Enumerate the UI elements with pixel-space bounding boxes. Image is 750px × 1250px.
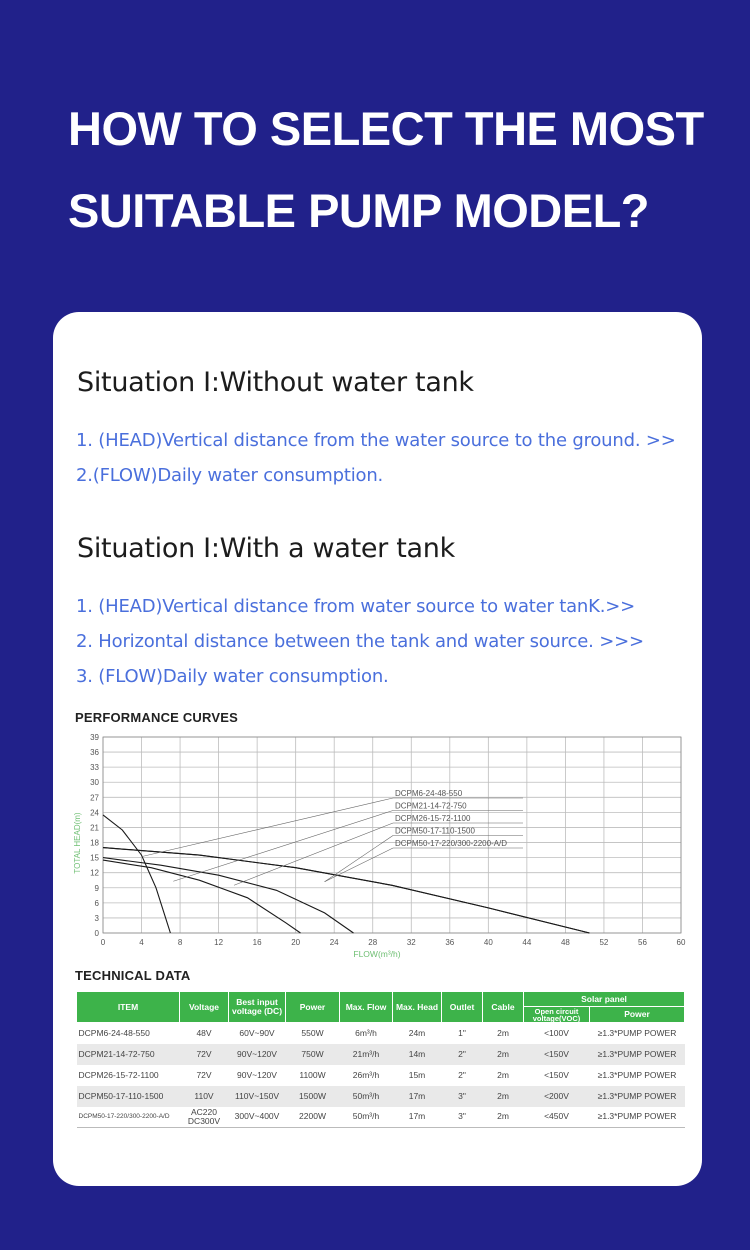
legend-label: DCPM50-17-110-1500 — [395, 826, 475, 836]
plot-frame — [103, 737, 681, 933]
y-tick-label: 30 — [90, 778, 99, 788]
header-solar-panel: Solar panel — [524, 992, 685, 1007]
table-row — [77, 1107, 685, 1128]
table-cell: 550W — [301, 1027, 324, 1038]
legend-label: DCPM50-17-220/300-2200-A/D — [395, 839, 508, 848]
header-open-circuit: Open circuit voltage(VOC) — [524, 1007, 590, 1023]
table-cell: 1" — [458, 1027, 466, 1038]
table-cell: 3" — [442, 1086, 483, 1107]
table-cell: 72V — [196, 1069, 212, 1080]
series-line — [103, 858, 354, 933]
y-tick-label: 3 — [94, 913, 99, 923]
performance-chart — [53, 312, 702, 972]
table-cell: <150V — [524, 1044, 590, 1065]
page-headline — [68, 88, 708, 252]
table-cell: 1500W — [286, 1086, 340, 1107]
legend-label: DCPM21-14-72-750 — [395, 801, 467, 811]
situation-1-item-1: 1. (HEAD)Vertical distance from the water source to the ground. >> — [76, 430, 676, 451]
table-cell: 50m³/h — [340, 1086, 393, 1107]
table-cell: <150V — [544, 1069, 569, 1080]
header-power: Power — [286, 992, 340, 1023]
table-cell-model: DCPM26-15-72-1100 — [78, 1069, 159, 1080]
x-tick-label: 28 — [368, 938, 378, 947]
y-tick-label: 18 — [90, 838, 99, 848]
technical-data-label: TECHNICAL DATA — [75, 968, 191, 983]
table-cell: <200V — [524, 1086, 590, 1107]
table-cell: 50m³/h — [340, 1107, 393, 1128]
situation-2-item-2: 2. Horizontal distance between the tank and water source. >>> — [76, 631, 644, 652]
x-tick-label: 36 — [445, 938, 455, 947]
x-axis-label: FLOW(m³/h) — [353, 949, 401, 959]
table-row — [77, 1023, 685, 1044]
header-max-flow: Max. Flow — [340, 992, 393, 1023]
situation-2-item-1: 1. (HEAD)Vertical distance from water source to water tanK.>> — [76, 596, 636, 617]
table-cell: 2m — [483, 1107, 524, 1128]
table-cell: 60V~90V — [239, 1027, 275, 1038]
header-voltage: Voltage — [180, 992, 229, 1023]
table-cell: 2m — [483, 1044, 524, 1065]
y-axis-label: TOTAL HEAD(m) — [73, 812, 82, 874]
header-item: ITEM — [77, 992, 180, 1023]
table-row — [77, 1044, 685, 1065]
header-outlet: Outlet — [442, 992, 483, 1023]
header-cable: Cable — [483, 992, 524, 1023]
table-cell: 110V — [180, 1086, 229, 1107]
table-cell-model: DCPM6-24-48-550 — [78, 1027, 150, 1038]
table-cell: 2m — [483, 1086, 524, 1107]
x-tick-label: 16 — [252, 938, 262, 947]
technical-data-table — [76, 991, 685, 1128]
table-cell: 14m — [393, 1044, 442, 1065]
x-tick-label: 60 — [676, 938, 686, 947]
table-cell-model: DCPM21-14-72-750 — [77, 1044, 180, 1065]
table-cell: 2m — [497, 1069, 509, 1080]
x-tick-label: 12 — [214, 938, 224, 947]
y-tick-label: 33 — [90, 763, 99, 773]
y-tick-label: 0 — [94, 929, 99, 938]
x-tick-label: 56 — [638, 938, 647, 947]
x-tick-label: 8 — [177, 938, 183, 947]
legend-label: DCPM6-24-48-550 — [395, 789, 463, 798]
table-cell: 3" — [442, 1107, 483, 1128]
header-max-head: Max. Head — [393, 992, 442, 1023]
table-cell: ≥1.3*PUMP POWER — [597, 1027, 677, 1038]
table-cell: ≥1.3*PUMP POWER — [597, 1069, 677, 1080]
series-line — [103, 848, 590, 933]
x-tick-label: 20 — [291, 938, 301, 947]
situation-1-title: Situation I:Without water tank — [77, 367, 474, 398]
y-tick-label: 15 — [90, 853, 99, 863]
table-cell: 300V~400V — [229, 1107, 286, 1128]
table-cell: 24m — [408, 1027, 426, 1038]
situation-2-title: Situation I:With a water tank — [77, 533, 455, 564]
table-cell: <100V — [544, 1027, 569, 1038]
table-cell: <450V — [524, 1107, 590, 1128]
table-cell-model: DCPM50-17-220/300-2200-A/D — [77, 1107, 180, 1128]
x-tick-label: 40 — [483, 938, 493, 947]
leader-line — [173, 811, 393, 882]
x-tick-label: 44 — [522, 938, 532, 947]
x-tick-label: 24 — [329, 938, 339, 947]
y-tick-label: 9 — [94, 883, 99, 893]
y-tick-label: 27 — [90, 793, 99, 803]
table-cell: 1100W — [299, 1069, 326, 1080]
y-tick-label: 36 — [90, 748, 99, 758]
table-cell: 15m — [408, 1069, 426, 1080]
headline-line-1: HOW TO SELECT THE MOST — [68, 102, 704, 155]
table-cell: 17m — [393, 1086, 442, 1107]
table-row — [77, 1065, 685, 1086]
table-cell: 750W — [286, 1044, 340, 1065]
table-cell: 110V~150V — [229, 1086, 286, 1107]
table-cell: 90V~120V — [237, 1069, 277, 1080]
situation-2-item-3: 3. (FLOW)Daily water consumption. — [76, 666, 389, 687]
table-cell: 2" — [442, 1044, 483, 1065]
table-cell: ≥1.3*PUMP POWER — [590, 1107, 685, 1128]
table-cell: 72V — [180, 1044, 229, 1065]
table-cell: 17m — [393, 1107, 442, 1128]
leader-line — [325, 848, 393, 882]
table-cell: 90V~120V — [229, 1044, 286, 1065]
x-tick-label: 52 — [599, 938, 609, 947]
table-cell: 6m³/h — [355, 1027, 377, 1038]
table-cell: 2m — [497, 1027, 509, 1038]
headline-line-2: SUITABLE PUMP MODEL? — [68, 184, 649, 237]
table-cell: 2" — [458, 1069, 466, 1080]
header-best-input: Best input voltage (DC) — [229, 992, 286, 1023]
situation-1-item-2: 2.(FLOW)Daily water consumption. — [76, 465, 384, 486]
x-tick-label: 4 — [139, 938, 144, 947]
x-tick-label: 48 — [560, 938, 570, 947]
y-tick-label: 6 — [94, 898, 99, 908]
table-cell-model: DCPM50-17-110-1500 — [77, 1086, 180, 1107]
table-cell: ≥1.3*PUMP POWER — [590, 1044, 685, 1065]
y-tick-label: 24 — [90, 808, 99, 818]
y-tick-label: 39 — [90, 733, 99, 742]
series-line — [103, 848, 590, 933]
table-cell: ≥1.3*PUMP POWER — [590, 1086, 685, 1107]
legend-label: DCPM26-15-72-1100 — [395, 814, 471, 823]
table-cell: 48V — [196, 1027, 212, 1038]
table-cell: AC220 DC300V — [180, 1107, 229, 1128]
header-solar-power: Power — [590, 1007, 685, 1023]
performance-curves-label: PERFORMANCE CURVES — [75, 710, 238, 725]
table-cell: 2200W — [286, 1107, 340, 1128]
x-tick-label: 32 — [406, 938, 416, 947]
table-cell: 26m³/h — [352, 1069, 380, 1080]
y-tick-label: 21 — [90, 823, 99, 833]
x-tick-label: 0 — [100, 938, 106, 947]
table-cell: 21m³/h — [340, 1044, 393, 1065]
content-card — [53, 312, 702, 1186]
table-row — [77, 1086, 685, 1107]
series-line — [103, 815, 170, 933]
y-tick-label: 12 — [90, 868, 99, 878]
